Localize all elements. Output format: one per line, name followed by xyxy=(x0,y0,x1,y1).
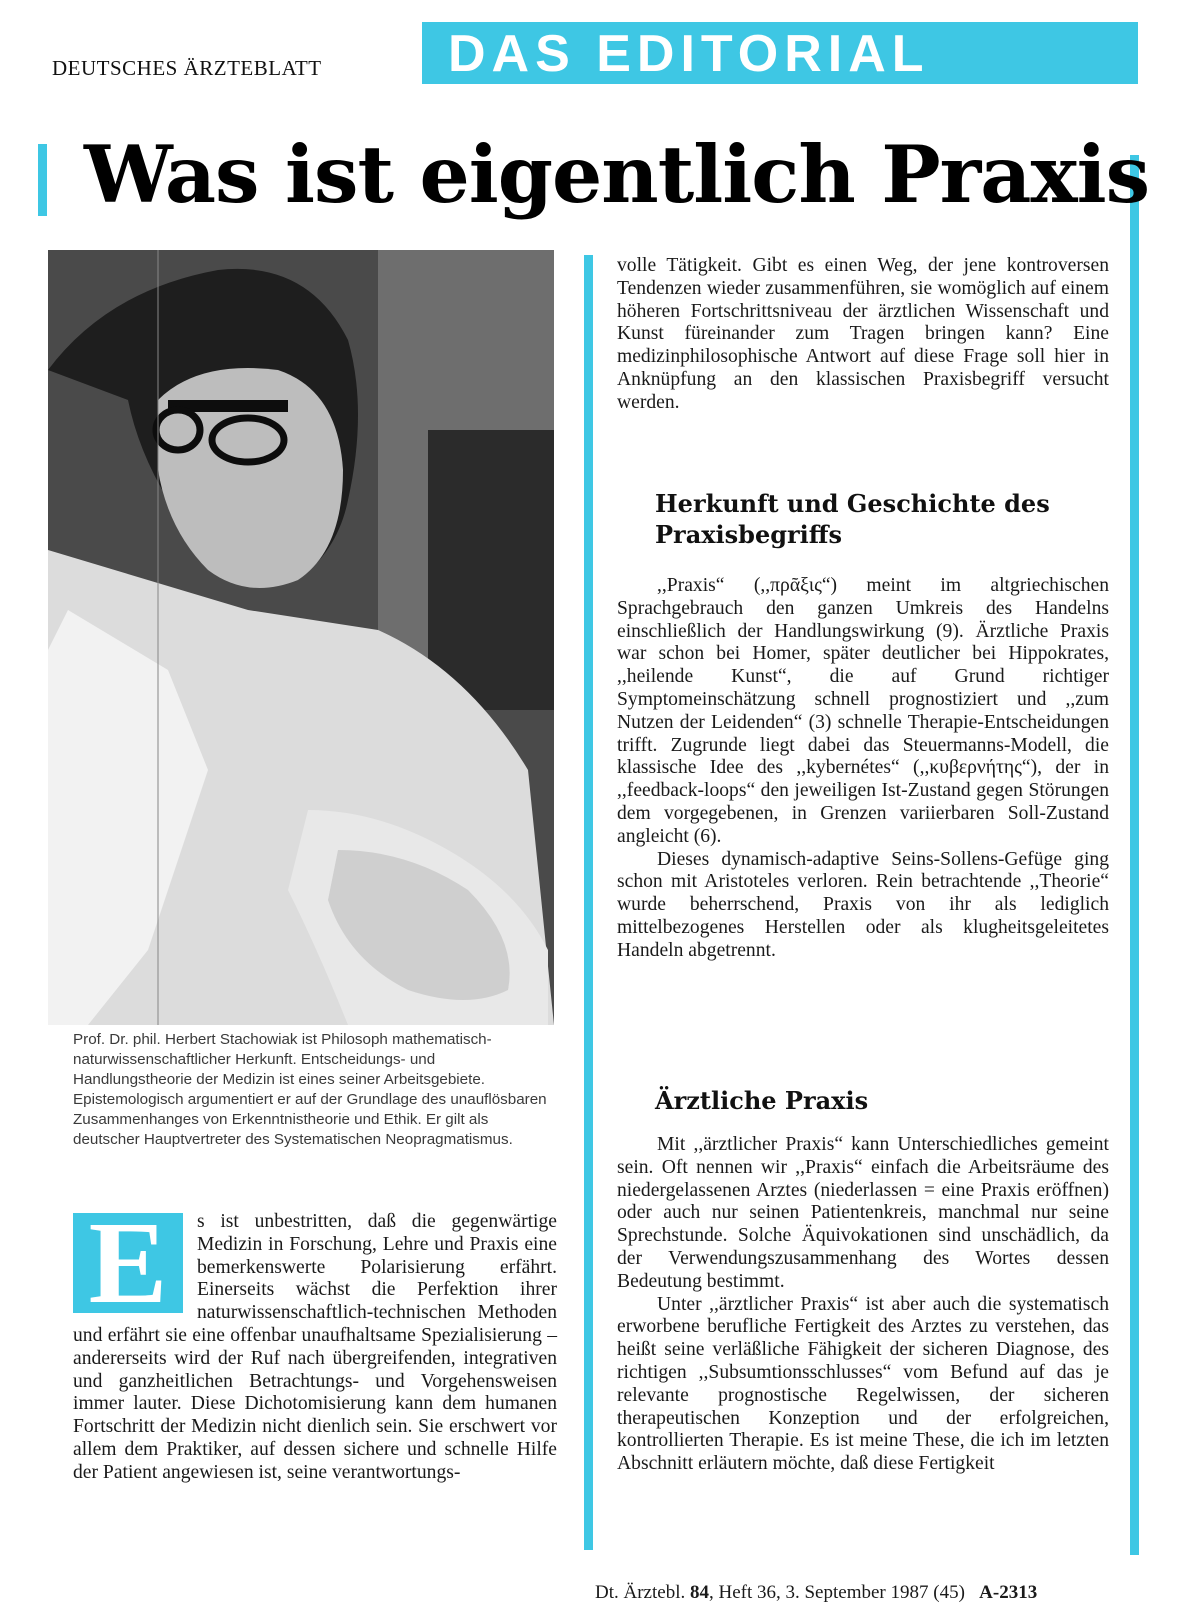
footer-issue: , Heft 36, 3. September 1987 (45) xyxy=(708,1582,965,1603)
section-heading-medical-practice: Ärztliche Praxis xyxy=(655,1086,869,1115)
author-photo-illustration xyxy=(48,250,554,1025)
journal-name: DEUTSCHES ÄRZTEBLATT xyxy=(52,56,322,80)
photo-caption: Prof. Dr. phil. Herbert Stachowiak ist Philosoph mathematisch-naturwissenschaftlicher Herkunft. Entscheidungs- und Handlungstheorie der Medizin ist eines seiner Arbeitsgebiete. Epistemologisch argumentiert er auf der Grundlage des unauflösbaren Zusammenhanges von Erkenntnistheorie und Ethik. Er gilt als deutscher Hauptvertreter des Systematischen Neopragmatismus. xyxy=(73,1031,547,1148)
section-practice-body xyxy=(617,1134,1109,1476)
section-banner xyxy=(422,22,1138,84)
footer-volume: 84 xyxy=(689,1582,709,1603)
accent-bar-left xyxy=(38,144,47,216)
section-label: DAS EDITORIAL xyxy=(448,25,930,83)
accent-bar-column xyxy=(584,255,593,1550)
section-practice-paragraph-1: Mit ,,ärztlicher Praxis“ kann Unterschiedliches gemeint sein. Oft nennen wir ,,Praxis“ einfach die Arbeitsräume des niedergelassenen Arztes (niederlassen = eine Praxis eröffnen) oder auch nur seinen Patientenkreis, manchmal nur seine Sprechstunde. Solche Äquivokationen sind unschädlich, da der Verwendungszusammenhang des Wortes dessen Bedeutung bestimmt. xyxy=(617,1134,1109,1292)
intro-text: s ist unbestritten, daß die gegenwärtige Medizin in Forschung, Lehre und Praxis eine bemerkenswerte Polarisierung erfährt. Einerseits wächst die Perfektion ihrer naturwissenschaftlich-technischen Methoden und erfährt sie eine offenbar unaufhaltsame Spezialisierung – andererseits wird der Ruf nach übergreifenden, integrativen und ganzheitlichen Betrachtungs- und Vorgehensweisen immer lauter. Diese Dichotomisierung kann dem humanen Fortschritt der Medizin nicht dienlich sein. Sie erschwert vor allem dem Praktiker, auf dessen sichere und schnelle Hilfe der Patient angewiesen ist, seine verantwortungs- xyxy=(73,1211,557,1483)
section-heading-origin: Herkunft und Geschichte des Praxisbegriffs xyxy=(655,489,1050,549)
intro-paragraph xyxy=(73,1197,557,1485)
author-photo xyxy=(48,250,554,1025)
footer-page-number: A-2313 xyxy=(979,1582,1038,1603)
footer-journal: Dt. Ärztebl. xyxy=(595,1582,686,1603)
section-origin-paragraph-1: ,,Praxis“ (,,πρᾶξις“) meint im altgriechischen Sprachgebrauch den ganzen Umkreis des Handelns einschließlich der Handlungswirkung (9). Ärztliche Praxis war schon bei Homer, später deutlicher bei Hippokrates, ,,heilende Kunst“, die auf Grund richtiger Symptomeinschätzung schnell prognostiziert und ,,zum Nutzen der Leidenden“ (3) schnelle Therapie-Entscheidungen trifft. Zugrunde liegt dabei das Steuermanns-Modell, die klassische Idee des ,,kybernétes“ (,,κυβερνήτης“), der in ,,feedback-loops“ den jeweiligen Ist-Zustand gegen Störungen dem vorgegebenen, in Grenzen variierbaren Soll-Zustand angleicht (6). xyxy=(617,575,1109,847)
page-footer xyxy=(595,1582,1037,1604)
drop-cap: E xyxy=(73,1213,183,1313)
continuation-paragraph xyxy=(617,255,1109,415)
accent-bar-right xyxy=(1130,155,1139,1555)
section-origin-body xyxy=(617,575,1109,963)
continuation-text: volle Tätigkeit. Gibt es einen Weg, der jene kontroversen Tendenzen wieder zusammenführen, sie womöglich auf einem höheren Fortschrittsniveau der ärztlichen Wissenschaft und Kunst füreinander zum Tragen bringen kann? Eine medizinphilosophische Antwort auf diese Frage soll hier in Anknüpfung an den klassischen Praxisbegriff versucht werden. xyxy=(617,255,1109,413)
section-practice-paragraph-2: Unter ,,ärztlicher Praxis“ ist aber auch die systematisch erworbene berufliche Fertigkeit des Arztes zu verstehen, das heißt seine verläßliche Fähigkeit der sicheren Diagnose, des richtigen ,,Subsumtionsschlusses“ vom Befund auf das je relevante prognostische Regelwissen, der sicheren therapeutischen Konzeption und der erfolgreichen, kontrollierten Therapie. Es ist meine These, die ich im letzten Abschnitt erläutern möchte, daß diese Fertigkeit xyxy=(617,1293,1109,1475)
section-origin-paragraph-2: Dieses dynamisch-adaptive Seins-Sollens-Gefüge ging schon mit Aristoteles verloren. Rein betrachtende ,,Theorie“ wurde beherrschend, Praxis von ihr als lediglich mittelbezogenes Herstellen oder als klugheitsgeleitetes Handeln abgetrennt. xyxy=(617,848,1109,961)
article-title: Was ist eigentlich Praxis xyxy=(84,128,1150,221)
